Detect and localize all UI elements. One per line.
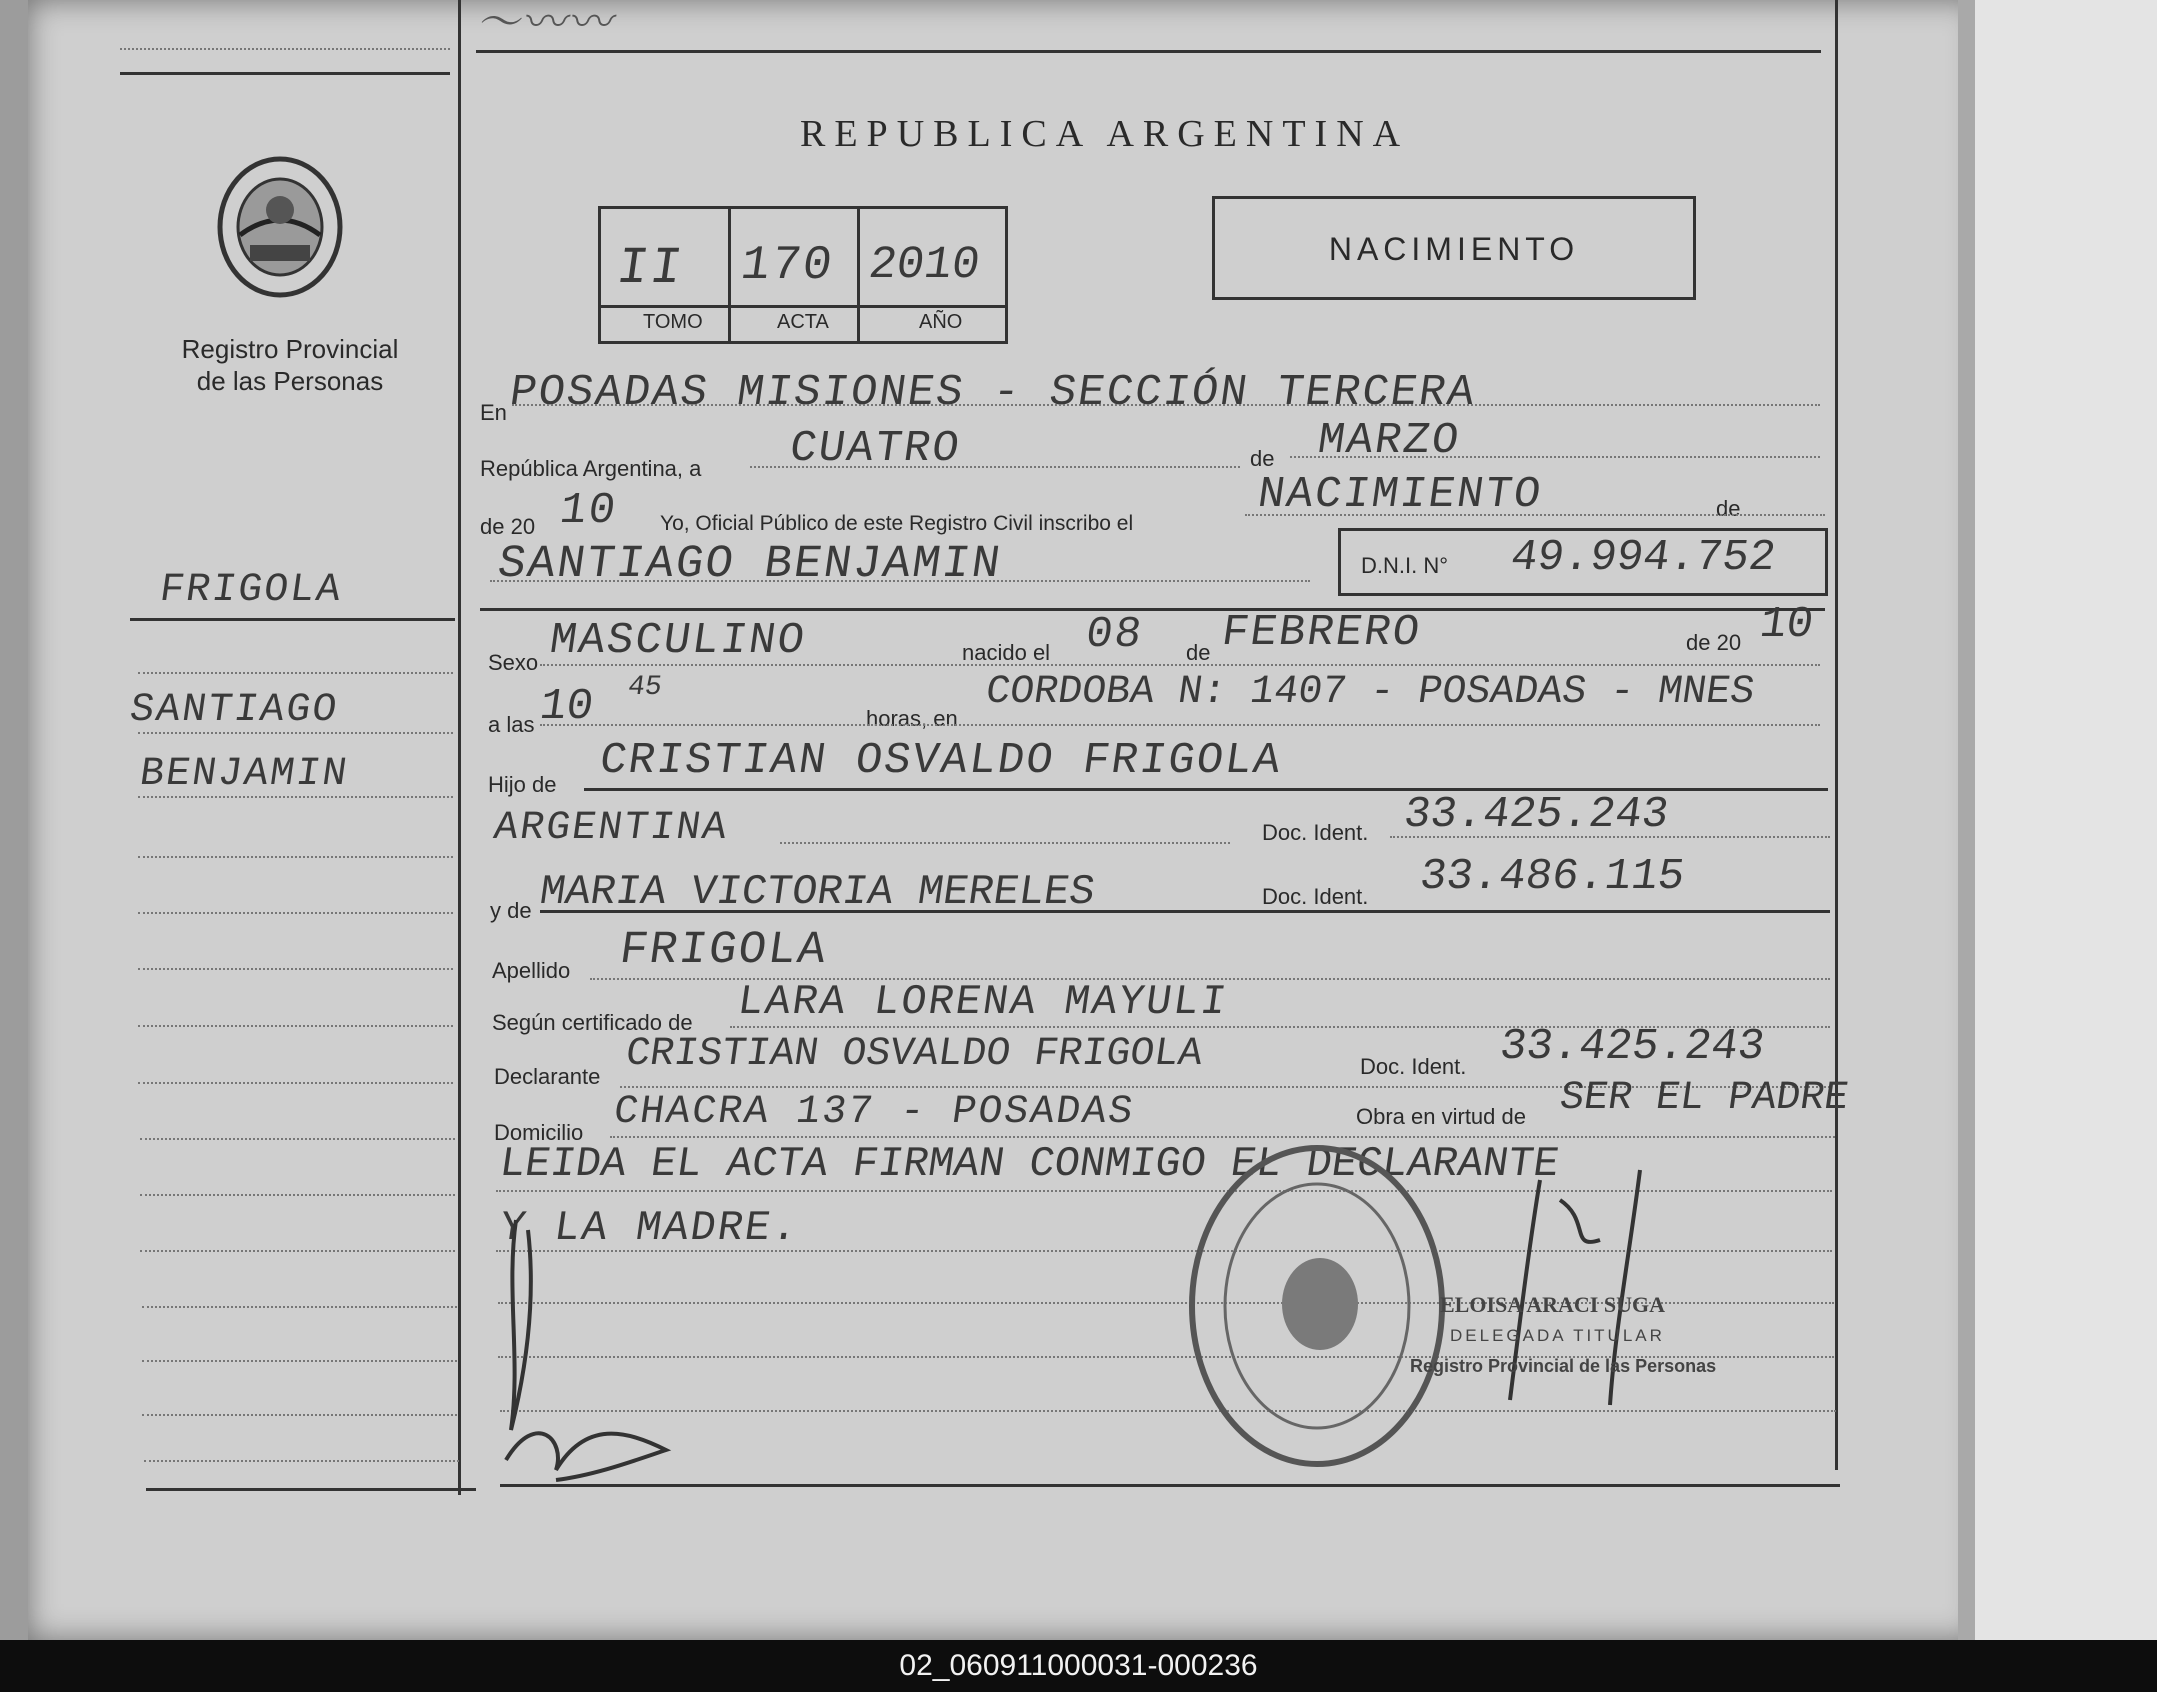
declarante-label: Declarante [494,1064,601,1089]
top-dotted-line [120,48,450,50]
declarant-signature-icon [496,1210,716,1490]
en-label: En [480,400,507,425]
yde-label: y de [490,898,532,923]
child-name-value: SANTIAGO BENJAMIN [494,538,1005,590]
horas-label: horas, en [866,706,958,731]
madre-doc-value: 33.486.115 [1416,852,1688,902]
margin-line [138,968,453,970]
stamp-name: ELOISA ARACI SUGA [1440,1292,1665,1317]
padre-nacionalidad-value: ARGENTINA [490,806,732,851]
declarante-value: CRISTIAN OSVALDO FRIGOLA [622,1032,1206,1077]
margin-surname: FRIGOLA [156,568,346,613]
republica-label: República Argentina, a [480,456,702,481]
section-rule [480,608,1825,611]
declarante-doc-label: Doc. Ident. [1360,1054,1467,1079]
sexo-line [540,664,1820,666]
box-label-rule [601,305,1005,308]
dni-box [1338,528,1828,596]
country-title: REPUBLICA ARGENTINA [800,113,1410,155]
margin-line [138,856,453,858]
nacido-year-value: 10 [1756,600,1817,650]
hora-value: 10 [536,682,597,732]
apellido-value: FRIGOLA [616,924,831,976]
nacido-label: nacido el [962,640,1051,665]
domicilio-value: CHACRA 137 - POSADAS [610,1090,1138,1135]
institution-line-2: de las Personas [196,366,384,396]
hijo-label: Hijo de [488,772,557,797]
margin-line [144,1460,459,1462]
minutos-value: 45 [625,672,664,703]
anio-value: 2010 [865,239,984,291]
apellido-label: Apellido [492,958,571,983]
nacido-month-value: FEBRERO [1218,608,1425,658]
en-line [512,404,1820,406]
margin-line [140,1138,455,1140]
obra-value: SER EL PADRE [1556,1076,1852,1121]
nota-line-2: Y LA MADRE. [496,1204,803,1252]
month-line [1290,456,1820,458]
previous-record-signature: 〜〰〰 [475,1,621,51]
official-seal-icon [1182,1138,1452,1478]
nota-line-1: LEIDA EL ACTA FIRMAN CONMIGO EL DECLARANTE [496,1140,1562,1188]
anio-label: AÑO [919,311,963,333]
year-suffix-value: 10 [556,486,621,536]
obra-label: Obra en virtud de [1356,1104,1526,1129]
margin-column-divider [458,0,461,1495]
dni-value: 49.994.752 [1507,533,1779,583]
padre-doc-value: 33.425.243 [1400,790,1672,840]
tomo-label: TOMO [643,311,703,333]
madre-doc-label: Doc. Ident. [1262,884,1369,909]
day-line [750,466,1240,468]
nacido-day-value: 08 [1082,610,1147,660]
padre-value: CRISTIAN OSVALDO FRIGOLA [596,736,1286,786]
de20-label: de 20 [480,514,536,539]
dni-label: D.N.I. N° [1361,553,1449,578]
margin-line [142,1414,457,1416]
month-value: MARZO [1314,416,1464,466]
margin-line [140,1194,455,1196]
margin-line [138,1025,453,1027]
margin-bottom-rule [146,1488,476,1491]
madre-value: MARIA VICTORIA MERELES [536,868,1098,916]
margin-line [138,1082,453,1084]
padre-doc-line [1390,836,1830,838]
certificado-value: LARA LORENA MAYULI [734,978,1232,1026]
declarante-doc-value: 33.425.243 [1496,1022,1768,1072]
inscribo-line [1245,514,1825,516]
en-value: POSADAS MISIONES - SECCIÓN TERCERA [506,368,1480,418]
file-id-bar [0,1640,2157,1692]
padre-doc-label: Doc. Ident. [1262,820,1369,845]
tomo-acta-anio-box [598,206,1008,344]
oficial-label: Yo, Oficial Público de este Registro Civil inscribo el [660,512,1134,535]
margin-name-2: BENJAMIN [136,752,352,797]
nacionalidad-line [780,842,1230,844]
margin-line [138,732,453,734]
act-type-label: NACIMIENTO [1328,231,1580,267]
file-id-text: 02_060911000031-000236 [899,1649,1258,1682]
day-value: CUATRO [786,424,964,474]
de-end-label: de [1716,496,1741,521]
margin-surname-rule [130,618,455,621]
right-border [1835,0,1838,1470]
margin-line [142,1360,457,1362]
provincial-seal-icon [210,155,350,305]
madre-line [540,910,1830,913]
sexo-label: Sexo [488,650,539,675]
box-divider [857,209,860,341]
margin-line [140,1250,455,1252]
lugar-value: CORDOBA N: 1407 - POSADAS - MNES [982,670,1758,715]
child-name-line [490,580,1310,582]
institution-line-1: Registro Provincial [181,334,399,364]
act-type-box [1212,196,1696,300]
alas-line [540,724,1820,726]
stamp-org: Registro Provincial de las Personas [1410,1356,1717,1376]
month-de-label: de [1250,446,1275,471]
tomo-value: II [612,239,688,298]
box-divider [728,209,731,341]
domicilio-label: Domicilio [494,1120,584,1145]
segun-label: Según certificado de [492,1010,693,1035]
margin-name-1: SANTIAGO [126,688,342,733]
margin-line [142,1306,457,1308]
stamp-title: DELEGADA TITULAR [1450,1326,1665,1345]
sexo-value: MASCULINO [546,616,810,666]
main-top-rule [476,50,1821,53]
margin-line [138,796,453,798]
margin-line [138,912,453,914]
margin-line [138,672,453,674]
left-top-rule [120,72,450,75]
acta-label: ACTA [777,311,829,333]
nacido-de-label: de [1186,640,1211,665]
acta-value: 170 [737,239,838,293]
next-page-strip [1975,0,2157,1640]
alas-label: a las [488,712,535,737]
inscribo-value: NACIMIENTO [1254,470,1546,520]
nacido-de20-label: de 20 [1686,630,1742,655]
